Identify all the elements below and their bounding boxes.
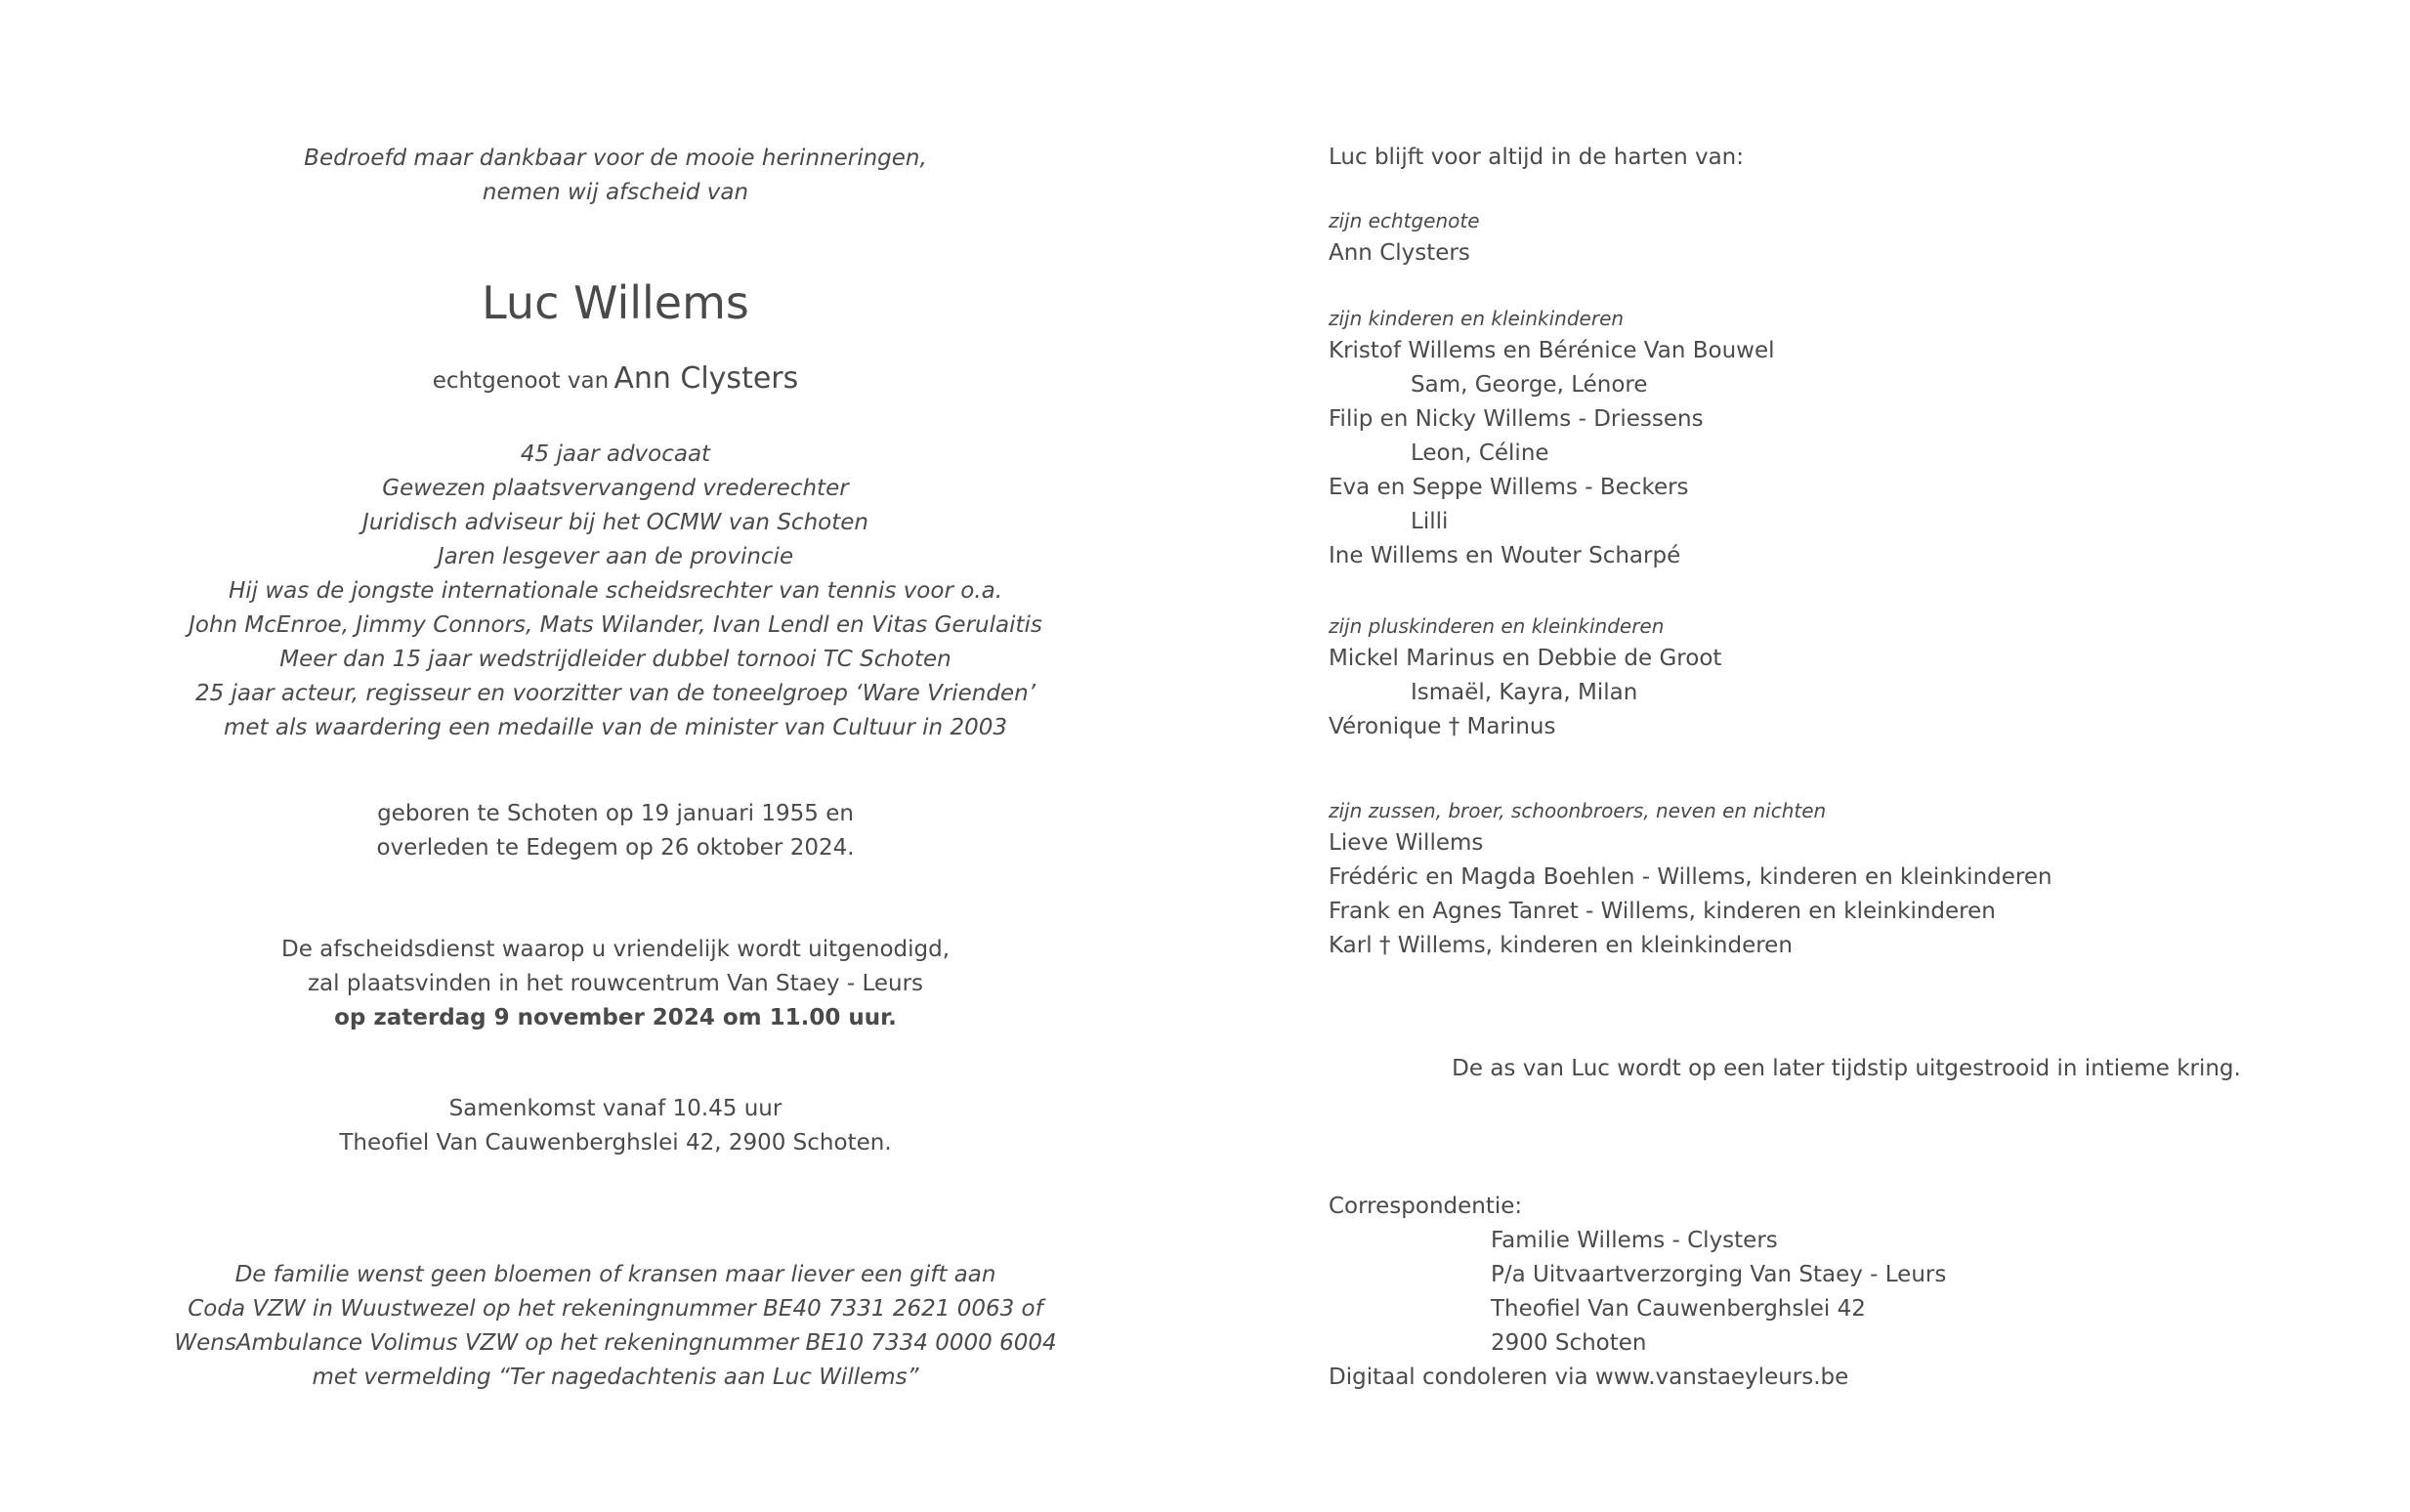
career-line: Jaren lesgever aan de provincie	[437, 544, 794, 569]
grandchildren: Sam, George, Lénore	[1411, 372, 1648, 398]
career-line: Hij was de jongste internationale scheidsrechter van tennis voor o.a.	[228, 578, 1003, 604]
career-line: 45 jaar advocaat	[520, 441, 711, 467]
intro-line: Bedroefd maar dankbaar voor de mooie herinneringen,	[304, 146, 927, 171]
siblings-section	[1329, 795, 2052, 963]
section-label: zijn echtgenote	[1329, 209, 1480, 232]
career-line: met als waardering een medaille van de minister van Cultuur in 2003	[224, 715, 1007, 740]
children-section	[1329, 303, 1775, 573]
family-member: Mickel Marinus en Debbie de Groot	[1329, 646, 1722, 671]
career-line: 25 jaar acteur, regisseur en voorzitter van de toneelgroep ‘Ware Vrienden’	[194, 681, 1036, 706]
donation-line: Coda VZW in Wuustwezel op het rekeningnummer BE40 7331 2621 0063 of	[188, 1296, 1043, 1322]
service-date: op zaterdag 9 november 2024 om 11.00 uur.	[334, 1005, 897, 1030]
spouse-section	[1329, 205, 1480, 271]
family-member: Karl † Willems, kinderen en kleinkinderen	[1329, 933, 1793, 958]
gathering-line: Theofiel Van Cauwenberghslei 42, 2900 Schoten.	[339, 1130, 892, 1155]
plus-children-section	[1329, 610, 1721, 744]
correspondence-label: Correspondentie:	[1329, 1194, 1523, 1219]
family-member: Ann Clysters	[1329, 240, 1470, 266]
address-line: Theofiel Van Cauwenberghslei 42	[1491, 1296, 1866, 1322]
ashes-note: De as van Luc wordt op een later tijdstip uitgestrooid in intieme kring.	[1452, 1056, 2241, 1081]
service-info	[127, 933, 1104, 1035]
date-line: overleden te Edegem op 26 oktober 2024.	[376, 835, 855, 861]
family-member: Frédéric en Magda Boehlen - Willems, kinderen en kleinkinderen	[1329, 864, 2052, 890]
family-member: Kristof Willems en Bérénice Van Bouwel	[1329, 338, 1775, 363]
career-line: Juridisch adviseur bij het OCMW van Schoten	[362, 510, 868, 535]
section-label: zijn pluskinderen en kleinkinderen	[1329, 614, 1665, 638]
grandchildren: Ismaël, Kayra, Milan	[1411, 680, 1638, 705]
family-member: Filip en Nicky Willems - Driessens	[1329, 406, 1704, 432]
donation-info	[127, 1258, 1104, 1395]
gathering-info	[127, 1092, 1104, 1160]
service-line: zal plaatsvinden in het rouwcentrum Van Staey - Leurs	[307, 971, 924, 996]
family-member: Ine Willems en Wouter Scharpé	[1329, 543, 1681, 568]
intro-line: nemen wij afscheid van	[482, 180, 749, 205]
intro-text	[127, 142, 1104, 210]
section-label: zijn kinderen en kleinkinderen	[1329, 307, 1625, 330]
gathering-line: Samenkomst vanaf 10.45 uur	[448, 1096, 782, 1121]
life-dates	[127, 797, 1104, 865]
family-member: Eva en Seppe Willems - Beckers	[1329, 475, 1689, 500]
career-line: Gewezen plaatsvervangend vrederechter	[382, 476, 849, 501]
deceased-name: Luc Willems	[482, 276, 749, 329]
career-list	[127, 438, 1104, 745]
spouse-line	[127, 359, 1104, 402]
grandchildren: Lilli	[1411, 509, 1449, 534]
career-line: Meer dan 15 jaar wedstrijdleider dubbel tornooi TC Schoten	[279, 647, 951, 672]
condolence-link[interactable]: Digitaal condoleren via www.vanstaeyleurs.be	[1329, 1365, 1849, 1390]
spouse-prefix: echtgenoot van	[432, 368, 610, 394]
spouse-name: Ann Clysters	[613, 361, 799, 396]
donation-line: met vermelding “Ter nagedachtenis aan Luc Willems”	[312, 1365, 919, 1390]
donation-line: WensAmbulance Volimus VZW op het rekeningnummer BE10 7334 0000 6004	[174, 1330, 1057, 1356]
service-line: De afscheidsdienst waarop u vriendelijk wordt uitgenodigd,	[280, 937, 951, 962]
family-member: Frank en Agnes Tanret - Willems, kinderen en kleinkinderen	[1329, 899, 1996, 924]
section-label: zijn zussen, broer, schoonbroers, neven en nichten	[1329, 799, 1827, 822]
donation-line: De familie wenst geen bloemen of kransen maar liever een gift aan	[234, 1262, 996, 1287]
family-member: Lieve Willems	[1329, 830, 1484, 856]
career-line: John McEnroe, Jimmy Connors, Mats Wilander, Ivan Lendl en Vitas Gerulaitis	[189, 612, 1042, 638]
grandchildren: Leon, Céline	[1411, 441, 1549, 466]
correspondence-section	[1329, 1190, 1946, 1395]
date-line: geboren te Schoten op 19 januari 1955 en	[377, 801, 854, 826]
family-heading: Luc blijft voor altijd in de harten van:	[1329, 145, 1745, 170]
address-line: Familie Willems - Clysters	[1491, 1228, 1778, 1253]
address-line: 2900 Schoten	[1491, 1330, 1647, 1356]
family-member: Véronique † Marinus	[1329, 714, 1556, 739]
address-line: P/a Uitvaartverzorging Van Staey - Leurs	[1491, 1262, 1947, 1287]
